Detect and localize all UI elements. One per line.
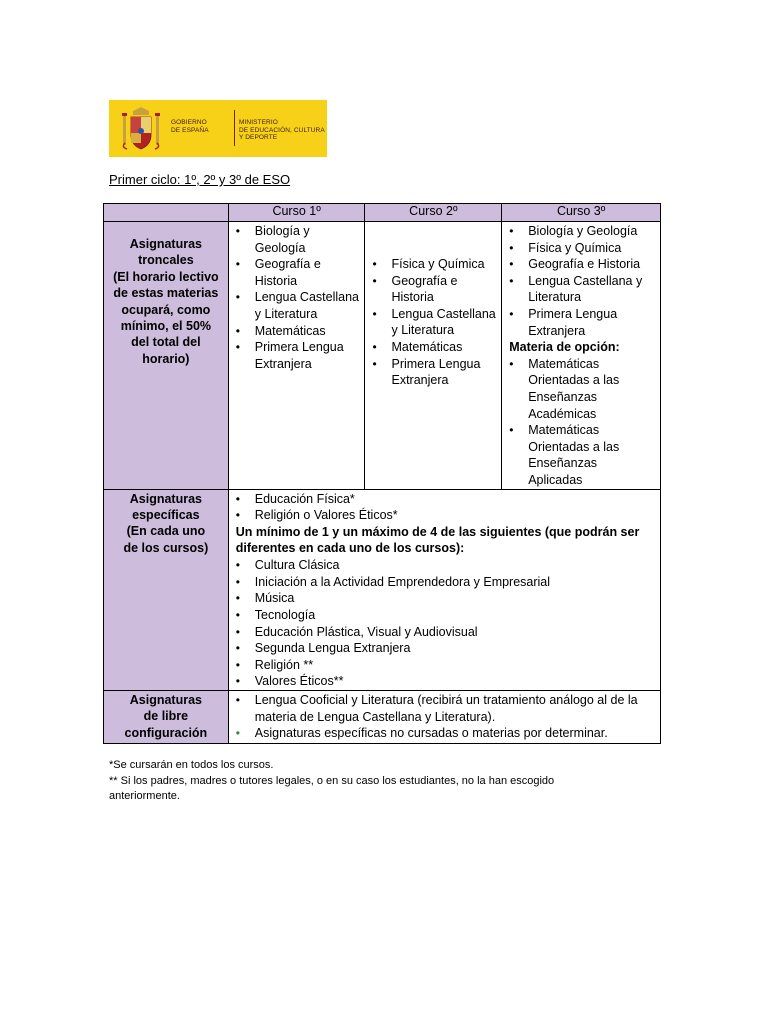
list-item: • Asignaturas específicas no cursadas o materias por determinar.: [255, 725, 650, 742]
libre-content: [228, 691, 660, 744]
list-item: • Matemáticas: [391, 339, 497, 356]
troncales-head-line: horario): [142, 351, 190, 366]
especificas-head-line: (En cada uno: [126, 524, 206, 539]
page-title: Primer ciclo: 1º, 2º y 3º de ESO: [109, 172, 291, 187]
footnotes: [109, 758, 609, 805]
troncales-head-line: Asignaturas: [129, 237, 202, 251]
row-libre: [104, 691, 661, 744]
row-especificas: [104, 489, 661, 691]
troncales-head-line: ocupará, como: [121, 302, 211, 317]
option-label: Materia de opción:: [509, 340, 620, 355]
logo-divider: [234, 110, 235, 146]
troncales-curso-2: [365, 222, 502, 490]
gov-line-2: DE ESPAÑA: [171, 126, 209, 134]
troncales-curso-3: [502, 222, 661, 490]
list-item: • Biología y Geología: [528, 223, 652, 240]
min-line-3: Y DEPORTE: [239, 134, 278, 141]
list-item: • Valores Éticos**: [255, 673, 660, 690]
list-item: • Iniciación a la Actividad Emprendedora y Empresarial: [255, 574, 660, 591]
government-logo: [109, 100, 327, 157]
especificas-head-line: específicas: [132, 507, 200, 522]
row-troncales: [104, 222, 661, 490]
header-curso-1: Curso 1º: [228, 204, 365, 222]
list-item: • Geografía e Historia: [255, 256, 361, 289]
coat-of-arms-icon: [119, 105, 163, 153]
troncales-head-line: del total del: [131, 335, 201, 350]
list-item: • Primera Lengua Extranjera: [255, 339, 361, 372]
government-text: [171, 119, 209, 134]
table-header-row: [104, 204, 661, 222]
libre-head-line: configuración: [124, 725, 208, 740]
ministry-text: [239, 119, 325, 142]
list-item: • Matemáticas Orientadas a las Enseñanzas Aplicadas: [528, 422, 630, 488]
libre-head-line: de libre: [143, 709, 189, 724]
especificas-rule: Un mínimo de 1 y un máximo de 4 de las siguientes (que podrán ser diferentes en cada uno de los cursos):: [235, 524, 640, 556]
list-item: • Tecnología: [255, 607, 660, 624]
list-item: • Física y Química: [528, 240, 652, 257]
troncales-head-line: de estas materias: [113, 286, 219, 301]
list-item: • Cultura Clásica: [255, 557, 660, 574]
list-item: • Religión o Valores Éticos*: [255, 507, 660, 524]
list-item: • Lengua Castellana y Literatura: [255, 289, 361, 322]
row-head-especificas: [104, 489, 229, 691]
list-item: • Educación Física*: [255, 491, 660, 508]
list-item: • Segunda Lengua Extranjera: [255, 640, 660, 657]
list-item: • Matemáticas: [255, 323, 361, 340]
list-item: • Música: [255, 590, 660, 607]
troncales-curso-1: [228, 222, 365, 490]
especificas-head-line: de los cursos): [123, 540, 209, 555]
gov-line-1: GOBIERNO: [171, 119, 207, 126]
list-item: • Lengua Castellana y Literatura: [391, 306, 497, 339]
list-item: • Religión **: [255, 657, 660, 674]
list-item: • Lengua Castellana y Literatura: [528, 273, 652, 306]
list-item: • Física y Química: [391, 256, 497, 273]
list-item: • Educación Plástica, Visual y Audiovisual: [255, 624, 660, 641]
header-curso-3: Curso 3º: [502, 204, 661, 222]
libre-head-line: Asignaturas: [129, 693, 202, 708]
footnote-2: ** Si los padres, madres o tutores legales, o en su caso los estudiantes, no la han escogido anteriormente.: [109, 774, 555, 802]
especificas-content: [228, 489, 660, 691]
row-head-troncales: [104, 222, 229, 490]
header-curso-2: Curso 2º: [365, 204, 502, 222]
list-item: • Lengua Cooficial y Literatura (recibirá un tratamiento análogo al de la materia de Lengua Castellana y Literatura).: [255, 692, 650, 725]
list-item: • Primera Lengua Extranjera: [391, 356, 497, 389]
header-empty: [104, 204, 229, 222]
troncales-head-line: (El horario lectivo: [113, 269, 219, 284]
list-item: • Geografía e Historia: [391, 273, 497, 306]
subjects-table: [103, 203, 661, 744]
list-item: • Primera Lengua Extranjera: [528, 306, 652, 339]
list-item: • Biología y Geología: [255, 223, 361, 256]
footnote-1: *Se cursarán en todos los cursos.: [109, 759, 274, 771]
row-head-libre: [104, 691, 229, 744]
troncales-head-line: troncales: [138, 253, 194, 268]
list-item: • Matemáticas Orientadas a las Enseñanzas Académicas: [528, 356, 630, 422]
especificas-head-line: Asignaturas: [129, 491, 202, 506]
troncales-head-line: mínimo, el 50%: [120, 319, 212, 334]
min-line-1: MINISTERIO: [239, 119, 278, 126]
list-item: • Geografía e Historia: [528, 256, 652, 273]
min-line-2: DE EDUCACIÓN, CULTURA: [239, 126, 325, 134]
